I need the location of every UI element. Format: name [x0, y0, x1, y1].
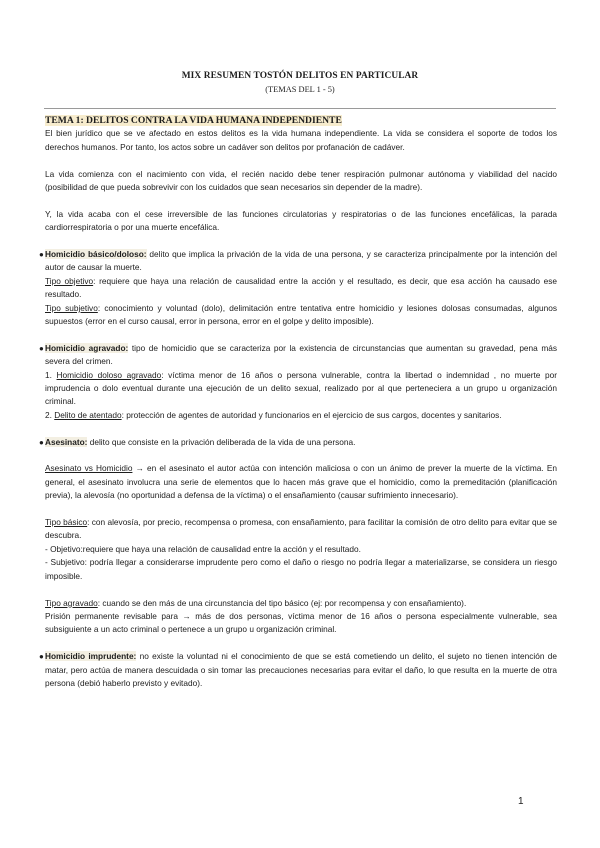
- header-divider: [44, 108, 556, 109]
- bullet-icon: ●: [39, 250, 44, 260]
- page-number: 1: [518, 796, 524, 807]
- paragraph-life-end: Y, la vida acaba con el cese irreversible de las funciones circulatorias y respiratorias o de las funciones encefálicas, la parada cardiorrespiratoria o por una muerte encefálica.: [45, 208, 557, 233]
- paragraph-life-start: La vida comienza con el nacimiento con vida, el recién nacido debe tener respiración pulmonar autónoma y viabilidad del nacido (posibilidad de que pueda sobrevivir con los cuidados que sean necesarios sin depender de la madre).: [45, 168, 557, 193]
- list-item-doloso-agravado: 1. Homicidio doloso agravado: víctima menor de 16 años o persona vulnerable, contra la libertad o indemnidad , no muerte por imprudencia o dolo eventual durante una ejecución de un delito sexual, realizado por al que perteneciera a un grupo u organización criminal.: [45, 369, 557, 407]
- bullet-icon: ●: [39, 343, 44, 353]
- list-item-delito-atentado: 2. Delito de atentado: protección de agentes de autoridad y funcionarios en el ejercicio de sus cargos, docentes y sanitarios.: [45, 409, 502, 420]
- document-title: MIX RESUMEN TOSTÓN DELITOS EN PARTICULAR: [181, 71, 419, 81]
- bullet-asesinato: ● Asesinato: delito que consiste en la privación deliberada de la vida de una persona.: [45, 436, 557, 449]
- bullet-homicidio-agravado: ● Homicidio agravado: tipo de homicidio que se caracteriza por la existencia de circunstancias que aumentan su gravedad, pena más severa del crimen.: [39, 342, 557, 367]
- section-heading: TEMA 1: DELITOS CONTRA LA VIDA HUMANA INDEPENDIENTE: [45, 115, 342, 126]
- bullet-icon: ●: [39, 652, 44, 662]
- paragraph-prision-permanente: Prisión permanente revisable para → más de dos personas, víctima menor de 16 años o persona especialmente vulnerable, sea subsiguiente a un acto criminal o pertenece a un grupo u organización criminal.: [45, 610, 557, 635]
- paragraph-tipo-subjetivo: Tipo subjetivo: conocimiento y voluntad (dolo), delimitación entre tentativa entre homicidio y lesiones dolosas consumadas, algunos supuestos (error en el curso causal, error in persona, error en el golpe y delito imposible).: [45, 302, 558, 327]
- bullet-homicidio-imprudente: ● Homicidio imprudente: no existe la voluntad ni el conocimiento de que se está cometiendo un delito, el sujeto no tienen intención de matar, pero actúa de manera descuidada o sin tomar las precauciones necesarias para evitar el daño, lo que resulta en la muerte de otra persona (debió haberlo previsto y evitado).: [39, 651, 557, 688]
- bullet-icon: ●: [39, 437, 44, 447]
- document-body: [39, 114, 558, 690]
- paragraph-tipo-agravado: Tipo agravado: cuando se den más de una circunstancia del tipo básico (ej: por recompensa y con ensañamiento).: [45, 597, 467, 608]
- bullet-homicidio-basico: ● Homicidio básico/doloso: delito que implica la privación de la vida de una persona, y se caracteriza principalmente por la intención del autor de causar la muerte.: [39, 249, 558, 273]
- paragraph-asesinato-vs-homicidio: Asesinato vs Homicidio → en el asesinato el autor actúa con intención maliciosa o con un ánimo de prever la muerte de la víctima. En general, el asesinato involucra una serie de elementos que lo hacen más grave que el homicidio, como la premeditación (planificación previa), la alevosía (no oportunidad a defensa de la víctima) o el ensañamiento (causar sufrimiento innecesario).: [45, 463, 557, 501]
- document-subtitle: (TEMAS DEL 1 - 5): [265, 85, 335, 94]
- paragraph-tipo-basico: Tipo básico: con alevosía, por precio, recompensa o promesa, con ensañamiento, para facilitar la comisión de otro delito para evitar que se descubra.: [45, 517, 557, 541]
- paragraph-tipo-objetivo: Tipo objetivo: requiere que haya una relación de causalidad entre la acción y el resultado, es decir, que esa acción ha causado ese resultado.: [45, 275, 557, 300]
- paragraph-intro: El bien jurídico que se ve afectado en estos delitos es la vida humana independiente. La vida se considera el soporte de todos los derechos humanos. Por tanto, los actos sobre un cadáver son delitos por profanación de cadáver.: [45, 128, 557, 152]
- paragraph-subjetivo: - Subjetivo: podría llegar a considerarse imprudente pero como el daño o riesgo no podría llegar a materializarse, se considera un riesgo imposible.: [45, 557, 557, 581]
- paragraph-objetivo: - Objetivo:requiere que haya una relación de causalidad entre la acción y el resultado.: [45, 543, 361, 554]
